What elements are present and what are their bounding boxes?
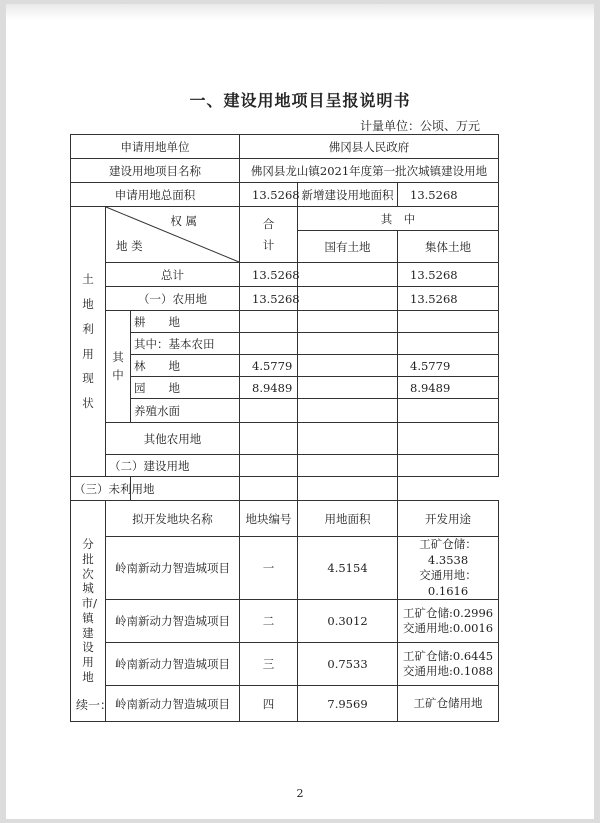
table-row (71, 643, 499, 686)
row-garden-collective: 8.9489 (398, 377, 499, 399)
row-aqua-collective (398, 399, 499, 423)
row-other-state (298, 423, 398, 455)
table-row (71, 455, 499, 477)
parcel-use-line: 工矿仓储:0.6445 (402, 648, 494, 663)
row-total-value: 13.5268 (240, 263, 298, 287)
table-row (71, 477, 499, 501)
table-row (71, 135, 499, 159)
ownership-label: 权 属 (170, 214, 198, 228)
table-row (71, 207, 499, 231)
page-number: 2 (296, 787, 304, 800)
table-row (71, 333, 499, 355)
row-aqua-value (240, 399, 298, 423)
parcels-section-text: 分批次城市/镇建设用地 (81, 537, 98, 684)
among-header: 其 中 (298, 207, 499, 231)
applicant-label: 申请用地单位 (71, 135, 240, 159)
table-row (71, 159, 499, 183)
row-farm-state (298, 287, 398, 311)
table-row (71, 377, 499, 399)
continued-note: 续一： (76, 698, 113, 712)
row-basic-state (298, 333, 398, 355)
parcel-use-line: 交通用地:0.1088 (402, 664, 494, 679)
land-type-label: 地 类 (116, 239, 143, 253)
parcel-area-header: 用地面积 (298, 501, 398, 537)
row-other-value (240, 423, 298, 455)
row-forest-collective: 4.5779 (398, 355, 499, 377)
row-garden-state (298, 377, 398, 399)
land-use-table (70, 134, 499, 722)
row-garden-label: 园 地 (131, 377, 240, 399)
parcel-area: 7.9569 (298, 686, 398, 722)
parcel-use-line: 工矿仓储:0.2996 (402, 605, 494, 620)
parcel-no: 三 (240, 643, 298, 686)
state-land-header: 国有土地 (298, 231, 398, 263)
table-row (71, 501, 499, 537)
row-construction-value (240, 455, 298, 477)
table-row (71, 183, 499, 207)
parcel-no: 一 (240, 537, 298, 600)
total-col-text: 合计 (262, 216, 275, 252)
row-unused-collective (298, 477, 398, 501)
parcel-use (398, 686, 499, 722)
row-farm-value: 13.5268 (240, 287, 298, 311)
row-construction-label: （二）建设用地 (106, 455, 240, 477)
parcel-use-line: 工矿仓储用地 (413, 695, 483, 710)
total-area-label: 申请用地总面积 (71, 183, 240, 207)
table-row (71, 600, 499, 643)
total-col-header (240, 207, 298, 263)
row-forest-value: 4.5779 (240, 355, 298, 377)
page-title: 一、建设用地项目呈报说明书 (189, 91, 411, 110)
row-forest-label: 林 地 (131, 355, 240, 377)
row-basic-collective (398, 333, 499, 355)
total-area-value: 13.5268 (240, 183, 298, 207)
parcel-name: 岭南新动力智造城项目 (106, 537, 240, 600)
row-farm-collective: 13.5268 (398, 287, 499, 311)
row-forest-state (298, 355, 398, 377)
table-row (71, 686, 499, 722)
row-aqua-label: 养殖水面 (131, 399, 240, 423)
parcel-area: 4.5154 (298, 537, 398, 600)
row-construction-state (298, 455, 398, 477)
scan-edge (6, 4, 594, 20)
collective-land-header: 集体土地 (398, 231, 499, 263)
parcel-name: 岭南新动力智造城项目 (106, 600, 240, 643)
row-other-label: 其他农用地 (106, 423, 240, 455)
row-other-collective (398, 423, 499, 455)
new-area-label: 新增建设用地面积 (298, 183, 398, 207)
table-row (71, 263, 499, 287)
parcels-section-label (71, 501, 106, 722)
parcel-no-header: 地块编号 (240, 501, 298, 537)
table-row (71, 537, 499, 600)
parcel-no: 二 (240, 600, 298, 643)
parcel-name: 岭南新动力智造城项目 (106, 643, 240, 686)
row-total-label: 总计 (106, 263, 240, 287)
parcel-name-header: 拟开发地块名称 (106, 501, 240, 537)
row-garden-value: 8.9489 (240, 377, 298, 399)
parcel-no: 四 (240, 686, 298, 722)
project-label: 建设用地项目名称 (71, 159, 240, 183)
parcel-use-line: 工矿仓储：4.3538 (419, 537, 477, 567)
parcel-area: 0.7533 (298, 643, 398, 686)
row-cultivated-value (240, 311, 298, 333)
status-section-label (71, 207, 106, 477)
parcel-use-line: 交通用地：0.1616 (419, 568, 477, 598)
unit-note: 计量单位：公顷、万元 (360, 119, 481, 133)
among-side-label (106, 311, 131, 423)
table-row (71, 311, 499, 333)
parcel-area: 0.3012 (298, 600, 398, 643)
status-section-text: 土地利用现状 (82, 272, 94, 410)
row-basic-label: 其中：基本农田 (131, 333, 240, 355)
parcel-use (398, 600, 499, 643)
row-total-collective: 13.5268 (398, 263, 499, 287)
table-row (71, 399, 499, 423)
row-unused-label: （三）未利用地 (71, 477, 131, 501)
applicant-value: 佛冈县人民政府 (240, 135, 499, 159)
row-unused-state (240, 477, 298, 501)
among-side-text: 其中 (112, 349, 124, 383)
row-cultivated-collective (398, 311, 499, 333)
parcel-name: 岭南新动力智造城项目 (106, 686, 240, 722)
row-aqua-state (298, 399, 398, 423)
table-row (71, 355, 499, 377)
row-basic-value (240, 333, 298, 355)
row-construction-collective (398, 455, 499, 477)
new-area-value: 13.5268 (398, 183, 499, 207)
table-row (71, 423, 499, 455)
parcel-use-line: 交通用地:0.0016 (402, 621, 494, 636)
row-total-state (298, 263, 398, 287)
parcel-use (398, 537, 499, 600)
table-row (71, 287, 499, 311)
row-cultivated-label: 耕 地 (131, 311, 240, 333)
project-value: 佛冈县龙山镇2021年度第一批次城镇建设用地 (240, 159, 499, 183)
row-farm-label: （一）农用地 (106, 287, 240, 311)
parcel-use-header: 开发用途 (398, 501, 499, 537)
parcel-use (398, 643, 499, 686)
ownership-diagonal-header (106, 207, 240, 263)
row-cultivated-state (298, 311, 398, 333)
